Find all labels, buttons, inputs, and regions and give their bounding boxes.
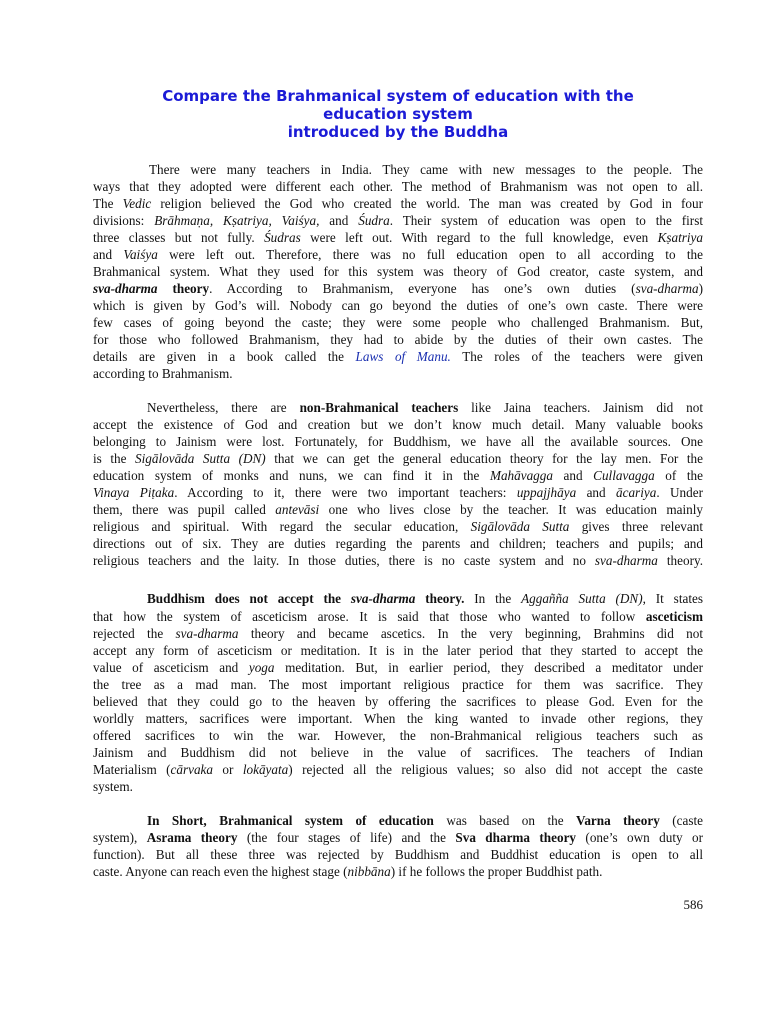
text-line: and Vaiśya were left out. Therefore, there was no full education open to all according to the bbox=[93, 247, 703, 262]
text-line: divisions: Brāhmaṇa, Kṣatriya, Vaiśya, and Śudra. Their system of education was open to the first bbox=[93, 213, 703, 228]
text-line: Jainism and Buddhism did not believe in the value of sacrifices. The teachers of Indian bbox=[93, 745, 703, 760]
text-line: that how the system of asceticism arose. It is said that those who wanted to follow asceticism bbox=[93, 609, 703, 624]
text-line: In Short, Brahmanical system of education was based on the Varna theory (caste bbox=[147, 813, 704, 828]
text-line: sva-dharma theory. According to Brahmanism, everyone has one’s own duties (sva-dharma) bbox=[93, 281, 703, 296]
text-line: believed that they could go to the heaven by offering the sacrifices to please God. Even for the bbox=[93, 694, 703, 709]
text-line: for those who followed Brahmanism, they had to abide by the duties of their own castes. The bbox=[93, 332, 703, 347]
text-line: offered sacrifices to win the war. However, the non-Brahmanical religious teachers such as bbox=[93, 728, 703, 743]
text-line: rejected the sva-dharma theory and became ascetics. In the very beginning, Brahmins did not bbox=[93, 626, 703, 641]
document-title-line-1: Compare the Brahmanical system of education with the bbox=[162, 87, 634, 105]
text-line: three classes but not fully. Śudras were left out. With regard to the full knowledge, even Kṣatriya bbox=[93, 230, 704, 245]
page-number: 586 bbox=[683, 897, 703, 912]
text-line: which is given by God’s will. Nobody can go beyond the duties of one’s own caste. There were bbox=[93, 298, 703, 313]
text-line: according to Brahmanism. bbox=[93, 366, 233, 381]
text-line: There were many teachers in India. They came with new messages to the people. The bbox=[149, 162, 703, 177]
text-line: function). But all these three was rejected by Buddhism and Buddhist education is open to all bbox=[93, 847, 703, 862]
document-title-line-2: education system bbox=[323, 105, 473, 123]
text-line: Materialism (cārvaka or lokāyata) rejected all the religious values; so also did not accept the caste bbox=[93, 762, 703, 777]
text-line: details are given in a book called the Laws of Manu. The roles of the teachers were given bbox=[93, 349, 704, 364]
text-line: value of asceticism and yoga meditation. But, in earlier period, they described a meditator under bbox=[93, 660, 703, 675]
text-line: Vinaya Piṭaka. According to it, there were two important teachers: uppajjhāya and ācariya. Under bbox=[93, 485, 703, 500]
text-line: directions out of six. They are duties regarding the parents and children; teachers and pupils; and bbox=[93, 536, 703, 551]
text-line: accept any form of asceticism or meditation. It is in the later period that they started to accept the bbox=[93, 643, 703, 658]
document-title-line-3: introduced by the Buddha bbox=[287, 123, 509, 141]
text-line: them, there was pupil called antevāsi one who lives close by the teacher. It was education mainly bbox=[93, 502, 704, 517]
text-line: system. bbox=[93, 779, 133, 794]
text-line: religious and spiritual. With regard the secular education, Sigālovāda Sutta gives three relevant bbox=[93, 519, 704, 534]
text-line: belonging to Jainism were lost. Fortunately, for Buddhism, we have all the available sources. One bbox=[93, 434, 703, 449]
text-line: religious teachers and the laity. In those duties, there is no caste system and no sva-dharma theory. bbox=[93, 553, 703, 568]
text-line: ways that they adopted were different each other. The method of Brahmanism was not open to all. bbox=[93, 179, 703, 194]
text-line: system), Asrama theory (the four stages of life) and the Sva dharma theory (one’s own duty or bbox=[93, 830, 703, 845]
text-line: few cases of going beyond the caste; they were some people who challenged Brahmanism. But, bbox=[93, 315, 703, 330]
text-line: the tree as a mad man. The most important religious practice for them was sacrifice. They bbox=[93, 677, 703, 692]
text-line: Nevertheless, there are non-Brahmanical teachers like Jaina teachers. Jainism did not bbox=[147, 400, 703, 415]
text-line: education system of monks and nuns, we can find it in the Mahāvagga and Cullavagga of the bbox=[93, 468, 703, 483]
text-line: accept the existence of God and creation but we don’t know much detail. Many valuable books bbox=[93, 417, 703, 432]
text-line: caste. Anyone can reach even the highest stage (nibbāna) if he follows the proper Buddhist path. bbox=[93, 864, 603, 879]
text-line: The Vedic religion believed the God who created the world. The man was created by God in four bbox=[93, 196, 703, 211]
text-line: worldly matters, sacrifices were important. When the king wanted to invade other regions, they bbox=[93, 711, 703, 726]
text-line: is the Sigālovāda Sutta (DN) that we can get the general education theory for the lay men. For the bbox=[93, 451, 703, 466]
text-line: Brahmanical system. What they used for this system was theory of God creator, caste system, and bbox=[93, 264, 703, 279]
laws-of-manu-reference: Laws of Manu. bbox=[355, 349, 451, 364]
text-line: Buddhism does not accept the sva-dharma theory. In the Aggañña Sutta (DN), It states bbox=[147, 591, 703, 606]
